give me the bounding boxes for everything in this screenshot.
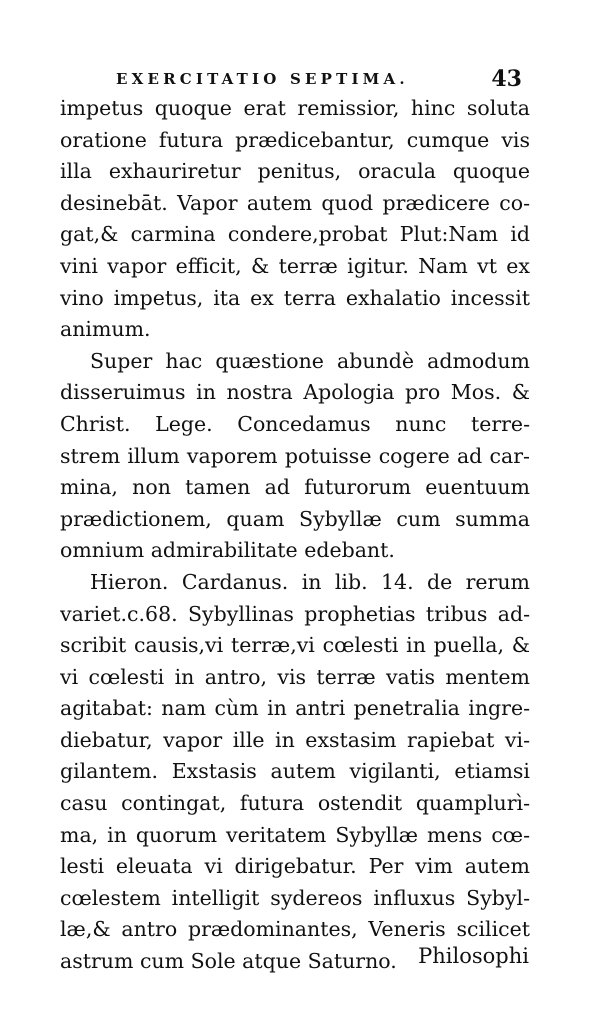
text-line: variet.c.68. Sybyllinas prophetias tribus ad- (60, 601, 530, 626)
catchword: Philosophi (418, 944, 529, 968)
text-line: gat,& carmina condere,probat Plut:Nam id (60, 222, 530, 247)
text-line: prædictionem, quam Sybyllæ cum summa (60, 506, 530, 531)
paragraph (60, 567, 530, 978)
running-title: EXERCITATIO SEPTIMA. (116, 70, 409, 88)
text-line: mina, non tamen ad futurorum euentuum (60, 475, 530, 500)
paragraph (60, 93, 530, 346)
text-line: animum. (60, 317, 151, 342)
text-line: scribit causis,vi terræ,vi cœlesti in puella, & (60, 633, 530, 658)
text-line: agitabat: nam cùm in antri penetralia ingre- (60, 696, 530, 721)
text-line: vini vapor efficit, & terræ igitur. Nam vt ex (60, 253, 530, 278)
text-line: omnium admirabilitate edebant. (60, 538, 395, 563)
text-line: disseruimus in nostra Apologia pro Mos. & (60, 380, 530, 405)
running-head (60, 66, 530, 96)
text-line: diebatur, vapor ille in exstasim rapiebat vi- (60, 727, 530, 752)
text-line: Super hac quæstione abundè admodum (90, 348, 530, 373)
text-line: Christ. Lege. Concedamus nunc terre- (60, 411, 530, 436)
text-line: læ,& antro prædominantes, Veneris scilicet (60, 917, 530, 942)
text-line: oratione futura prædicebantur, cumque vis (60, 127, 530, 152)
text-line: ma, in quorum veritatem Sybyllæ mens cœ- (60, 822, 530, 847)
body-text (60, 93, 530, 978)
text-line: vino impetus, ita ex terra exhalatio incessit (60, 285, 530, 310)
text-line: illa exhauriretur penitus, oracula quoque (60, 159, 530, 184)
text-line: impetus quoque erat remissior, hinc soluta (60, 96, 530, 120)
text-line: lesti eleuata vi dirigebatur. Per vim autem (60, 854, 530, 879)
text-line: cœlestem intelligit sydereos influxus Sybyl- (60, 885, 530, 910)
text-line: Hieron. Cardanus. in lib. 14. de rerum (90, 569, 530, 594)
text-line: gilantem. Exstasis autem vigilanti, etiamsi (60, 759, 530, 784)
paragraph (60, 346, 530, 567)
text-line: casu contingat, futura ostendit quamplurì- (60, 791, 530, 816)
page-number: 43 (491, 66, 522, 92)
text-line: desinebāt. Vapor autem quod prædicere co- (60, 190, 530, 215)
text-line: astrum cum Sole atque Saturno. (60, 949, 397, 974)
text-line: vi cœlesti in antro, vis terræ vatis mentem (60, 664, 530, 689)
text-line: strem illum vaporem potuisse cogere ad car- (60, 443, 530, 468)
